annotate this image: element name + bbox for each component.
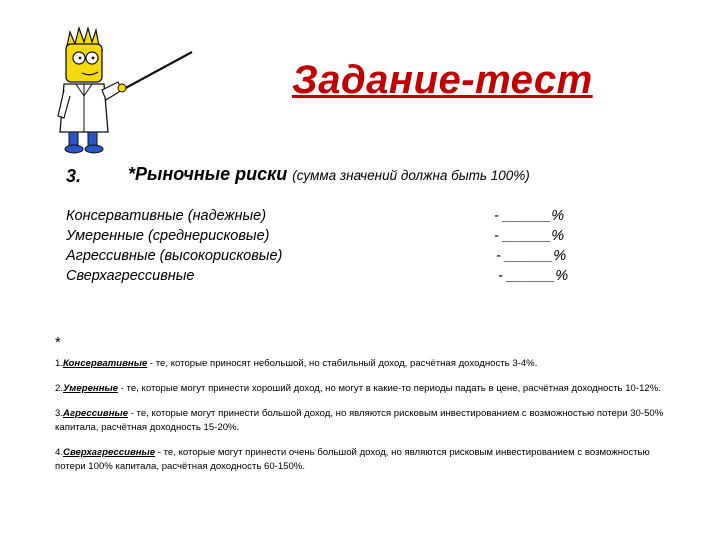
- question-note: (сумма значений должна быть 100%): [292, 168, 530, 183]
- definition-term: Сверхагрессивные: [63, 447, 156, 458]
- definition-number: 2.: [55, 383, 64, 394]
- option-row: [66, 208, 586, 228]
- definition-term: Умеренные: [63, 383, 119, 394]
- option-blank: - ______%: [494, 228, 565, 244]
- definition-text: - те, которые могут принести очень большой доход, но являются рисковым инвестированием с возможностью потери 100% капитала, расчётная доходность 60-150%.: [55, 447, 650, 472]
- question-number: 3.: [66, 166, 82, 186]
- definition-term: Консервативные: [63, 358, 148, 369]
- option-blank: - ______%: [498, 268, 569, 284]
- option-blank: - ______%: [494, 208, 565, 224]
- definition-text: - те, которые приносят небольшой, но стабильный доход, расчётная доходность 3-4%.: [147, 358, 538, 369]
- definition-item: [55, 446, 665, 474]
- question-text: [128, 164, 530, 185]
- definition-text: - те, которые могут принести хороший доход, но могут в какие-то периоды падать в цене, расчётная доходность 10-12%.: [118, 383, 661, 394]
- answer-options: [66, 208, 586, 288]
- slide-title: Задание-тест: [292, 58, 593, 102]
- definition-number: 1.: [55, 358, 64, 369]
- option-label: Агрессивные (высокорисковые): [66, 248, 283, 264]
- definition-number: 3.: [55, 408, 64, 419]
- option-label: Умеренные (среднерисковые): [66, 228, 270, 244]
- definition-item: [55, 357, 665, 371]
- footnote-mark: *: [55, 334, 61, 351]
- definition-text: - те, которые могут принести большой доход, но являются рисковым инвестированием с возможностью потери 30-50% капитала, расчётная доходность 15-20%.: [55, 408, 664, 433]
- definition-number: 4.: [55, 447, 64, 458]
- option-blank: - ______%: [496, 248, 567, 264]
- definitions: [55, 357, 665, 485]
- definition-item: [55, 407, 665, 435]
- option-row: [66, 268, 586, 288]
- option-row: [66, 228, 586, 248]
- definition-item: [55, 382, 665, 396]
- teacher-pointer-illustration: [52, 20, 202, 160]
- option-row: [66, 248, 586, 268]
- question-heading: *Рыночные риски: [128, 164, 288, 184]
- option-label: Сверхагрессивные: [66, 268, 195, 284]
- option-label: Консервативные (надежные): [66, 208, 267, 224]
- definition-term: Агрессивные: [63, 408, 129, 419]
